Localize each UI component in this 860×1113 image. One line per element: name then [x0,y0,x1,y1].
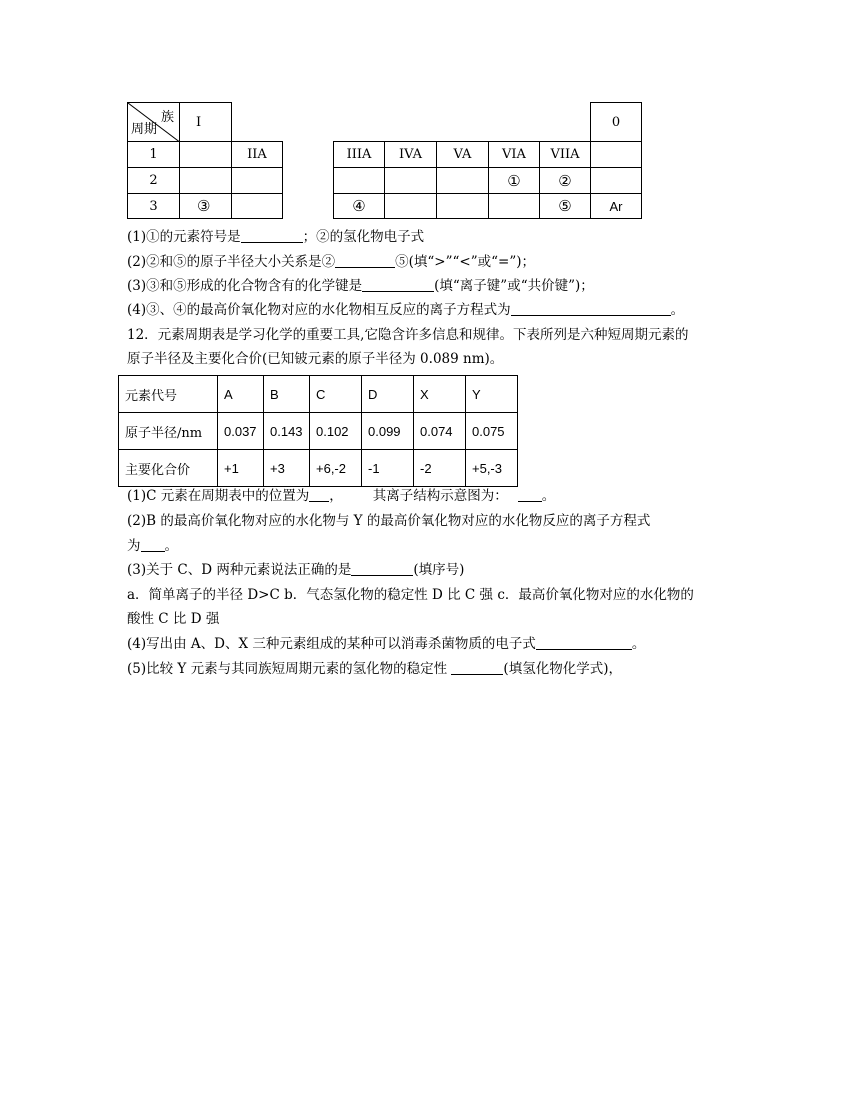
q12-part2-line1: (2)B 的最高价氧化物对应的水化物与 Y 的最高价氧化物对应的水化物反应的离子方程式 [127,513,651,529]
q12-part3-options-line2: 酸性 C 比 D 强 [127,611,220,627]
table-cell: 0.099 [362,413,414,450]
q11-part3: (3)③和⑤形成的化合物含有的化学键是 (填“离子键”或“共价键”)； [127,278,594,294]
element-marker-5: ⑤ [539,193,591,219]
cell-r3-c6 [488,193,540,219]
answer-blank[interactable] [362,277,434,292]
answer-blank[interactable] [351,561,413,576]
period-3-label: 3 [127,193,180,219]
cell-r2-c3 [333,167,385,194]
q12-intro-line2: 原子半径及主要化合价(已知铍元素的原子半径为 0.089 nm)。 [127,351,504,367]
table-cell: D [362,376,414,413]
q11-part1: (1)①的元素符号是 ；②的氢化物电子式 [127,229,425,245]
group-VA-header: VA [436,141,489,168]
corner-label-period: 周期 [131,122,158,137]
group-IIIA-header: IIIA [333,141,385,168]
q12-part1: (1)C 元素在周期表中的位置为 ， 其离子结构示意图为： 。 [127,488,556,504]
table-cell: -2 [414,450,466,487]
row-header-radius: 原子半径/nm [119,413,218,450]
answer-blank[interactable] [241,228,303,243]
table-cell: 0.037 [218,413,264,450]
q12-part2-line2: 为 。 [127,538,178,554]
element-marker-2: ② [539,167,591,194]
element-data-table [118,375,518,487]
q11-part2: (2)②和⑤的原子半径大小关系是② ⑤(填“>”“<”或“=”)； [127,254,536,270]
answer-blank[interactable] [518,487,542,502]
table-cell: B [264,376,310,413]
table-cell: C [310,376,362,413]
answer-blank[interactable] [141,537,165,552]
answer-blank[interactable] [511,301,671,316]
q12-intro-line1: 12．元素周期表是学习化学的重要工具,它隐含许多信息和规律。下表所列是六种短周期元素的 [127,327,689,343]
table-corner-cell [127,102,180,142]
answer-blank[interactable] [335,253,395,268]
cell-r3-c4 [384,193,437,219]
q12-part3: (3)关于 C、D 两种元素说法正确的是 (填序号) [127,562,465,578]
cell-r2-c5 [436,167,489,194]
period-1-label: 1 [127,141,180,168]
table-cell: +3 [264,450,310,487]
table-row [119,450,518,487]
q12-part5: (5)比较 Y 元素与其同族短周期元素的氢化物的稳定性 (填氢化物化学式)， [127,661,622,677]
q11-part4: (4)③、④的最高价氧化物对应的水化物相互反应的离子方程式为 。 [127,302,685,318]
row-header-code: 元素代号 [119,376,218,413]
cell-r2-c4 [384,167,437,194]
q12-part4: (4)写出由 A、D、X 三种元素组成的某种可以消毒杀菌物质的电子式 。 [127,636,646,652]
table-cell: Y [466,376,518,413]
element-marker-3: ③ [179,193,232,219]
cell-r1-c0group [590,141,642,168]
group-VIA-header: VIA [488,141,540,168]
cell-r3-c2 [231,193,283,219]
cell-r2-c2 [231,167,283,194]
table-cell: X [414,376,466,413]
cell-r2-c8 [590,167,642,194]
group-IIA-header: IIA [231,141,283,168]
group-0-header: 0 [590,102,642,142]
table-cell: 0.102 [310,413,362,450]
element-ar: Ar [590,193,642,219]
answer-blank[interactable] [451,660,503,675]
period-2-label: 2 [127,167,180,194]
cell-r2-c1 [179,167,232,194]
group-VIIA-header: VIIA [539,141,591,168]
group-IVA-header: IVA [384,141,437,168]
cell-r1-c1 [179,141,232,168]
table-cell: +6,-2 [310,450,362,487]
table-cell: -1 [362,450,414,487]
table-row [119,413,518,450]
row-header-valence: 主要化合价 [119,450,218,487]
element-marker-1: ① [488,167,540,194]
group-I-header: I [179,102,232,142]
answer-blank[interactable] [309,487,329,502]
table-cell: A [218,376,264,413]
table-cell: +1 [218,450,264,487]
table-row [119,376,518,413]
table-cell: 0.075 [466,413,518,450]
table-cell: +5,-3 [466,450,518,487]
q12-part3-options-line1: a．简单离子的半径 D>C b．气态氢化物的稳定性 D 比 C 强 c．最高价氧化物对应的水化物的 [127,587,694,603]
answer-blank[interactable] [536,635,632,650]
table-cell: 0.143 [264,413,310,450]
cell-r3-c5 [436,193,489,219]
table-cell: 0.074 [414,413,466,450]
element-marker-4: ④ [333,193,385,219]
corner-label-group: 族 [160,110,174,125]
